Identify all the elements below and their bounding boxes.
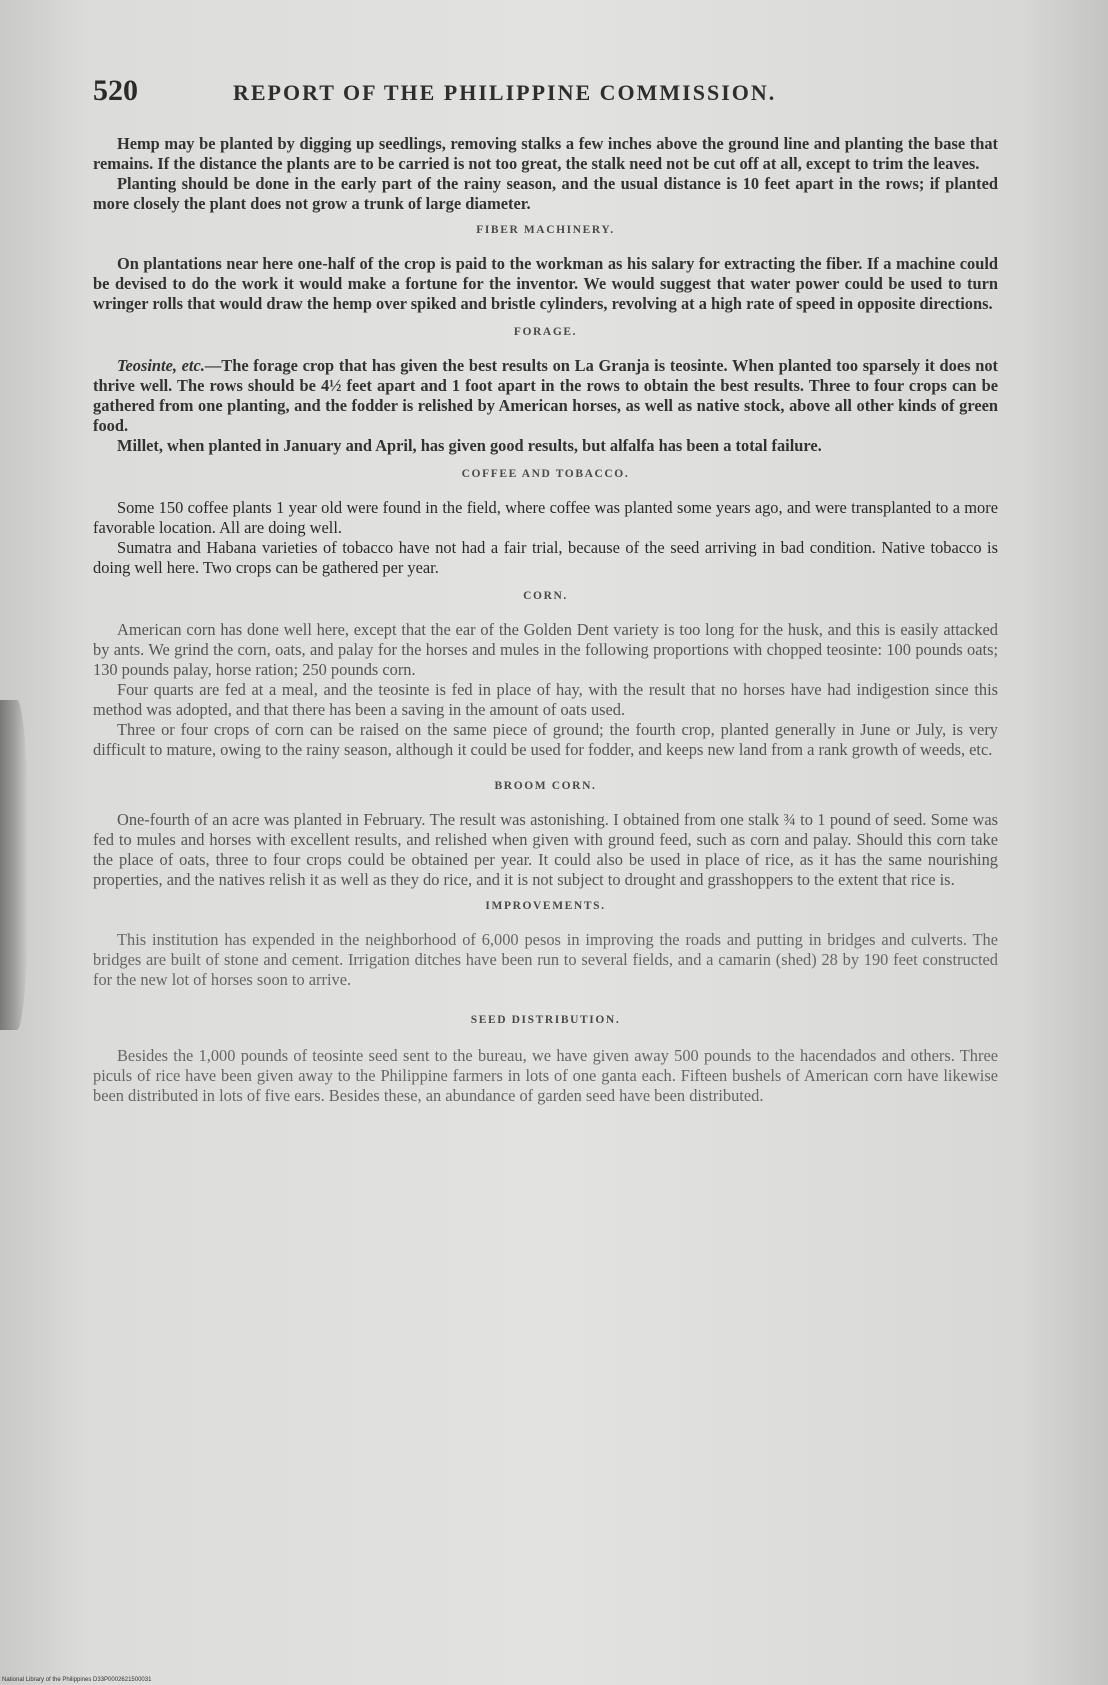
section-improvements [93,900,998,990]
paragraph: Hemp may be planted by digging up seedlings, removing stalks a few inches above the ground line and planting the base that remains. If the distance the plants are to be carried is not too great, the stalk need not be cut off at all, except to trim the leaves. [93,134,998,173]
paragraph: Besides the 1,000 pounds of teosinte seed sent to the bureau, we have given away 500 pounds to the hacendados and others. Three piculs of rice have been given away to the Philippine farmers in lots of one ganta each. Fifteen bushels of American corn have likewise been distributed in lots of five ears. Besides these, an abundance of garden seed have been distributed. [93,1046,998,1105]
section-intro [93,134,998,214]
page-number: 520 [93,74,138,107]
paragraph: American corn has done well here, except that the ear of the Golden Dent variety is too long for the husk, and this is easily attacked by ants. We grind the corn, oats, and palay for the horses and mules in the following proportions with chopped teosinte: 100 pounds oats; 130 pounds palay, horse ration; 250 pounds corn. [93,620,998,679]
section-heading: COFFEE AND TOBACCO. [461,468,630,480]
paragraph: On plantations near here one-half of the crop is paid to the workman as his salary for extracting the fiber. If a machine could be devised to do the work it would make a fortune for the inventor. We would suggest that water power could be used to turn wringer rolls that would draw the hemp over spiked and bristle cylinders, revolving at a high rate of speed in opposite directions. [93,254,998,313]
running-head [93,74,998,118]
section-coffee-tobacco [93,468,998,578]
paragraph [93,356,998,436]
paragraph: Millet, when planted in January and April, has given good results, but alfalfa has been a total failure. [117,436,822,455]
section-heading: CORN. [523,590,568,602]
section-corn [93,590,998,760]
paragraph: Three or four crops of corn can be raised on the same piece of ground; the fourth crop, planted generally in June or July, is very difficult to mature, owing to the rainy season, although it could be used for fodder, and keeps new land from a rank growth of weeds, etc. [93,720,998,759]
section-heading: SEED DISTRIBUTION. [470,1014,621,1026]
paragraph: Some 150 coffee plants 1 year old were found in the field, where coffee was planted some years ago, and were transplanted to a more favorable location. All are doing well. [93,498,998,537]
section-heading: IMPROVEMENTS. [485,900,606,912]
paragraph: One-fourth of an acre was planted in February. The result was astonishing. I obtained from one stalk ¾ to 1 pound of seed. Some was fed to mules and horses with excellent results, and relished when given with ground feed, such as corn and palay. Should this corn take the place of oats, three to four crops could be obtained per year. It could also be used in place of rice, as it has the same nourishing properties, and the natives relish it as well as they do rice, and it is not subject to drought and grasshoppers to the extent that rice is. [93,810,998,889]
section-heading: BROOM CORN. [494,780,597,792]
binding-shadow [0,700,28,1030]
running-title: REPORT OF THE PHILIPPINE COMMISSION. [233,80,777,105]
paragraph: Planting should be done in the early part of the rainy season, and the usual distance is 10 feet apart in the rows; if planted more closely the plant does not grow a trunk of large diameter. [93,174,998,213]
paragraph: Four quarts are fed at a meal, and the teosinte is fed in place of hay, with the result that no horses have had indigestion since this method was adopted, and that there has been a saving in the amount of oats used. [93,680,998,719]
paragraph: This institution has expended in the neighborhood of 6,000 pesos in improving the roads and putting in bridges and culverts. The bridges are built of stone and cement. Irrigation ditches have been run to several fields, and a camarin (shed) 28 by 190 feet constructed for the new lot of horses soon to arrive. [93,930,998,989]
page-content [93,74,998,1106]
section-forage [93,326,998,456]
paragraph-lead: Teosinte, etc. [117,356,205,375]
section-heading: FIBER MACHINERY. [476,224,615,236]
section-seed-distribution [93,1014,998,1106]
paragraph-text: —The forage crop that has given the best results on La Granja is teosinte. When planted too sparsely it does not thrive well. The rows should be 4½ feet apart and 1 foot apart in the rows to obtain the best results. Three to four crops can be gathered from one planting, and the fodder is relished by American horses, as well as native stock, above all other kinds of green food. [93,356,998,435]
section-heading: FORAGE. [513,326,578,338]
library-credit: National Library of the Philippines D33P0002621500031 [2,1677,152,1683]
section-fiber-machinery [93,224,998,314]
paragraph: Sumatra and Habana varieties of tobacco have not had a fair trial, because of the seed arriving in bad condition. Native tobacco is doing well here. Two crops can be gathered per year. [93,538,998,577]
section-broom-corn [93,780,998,890]
